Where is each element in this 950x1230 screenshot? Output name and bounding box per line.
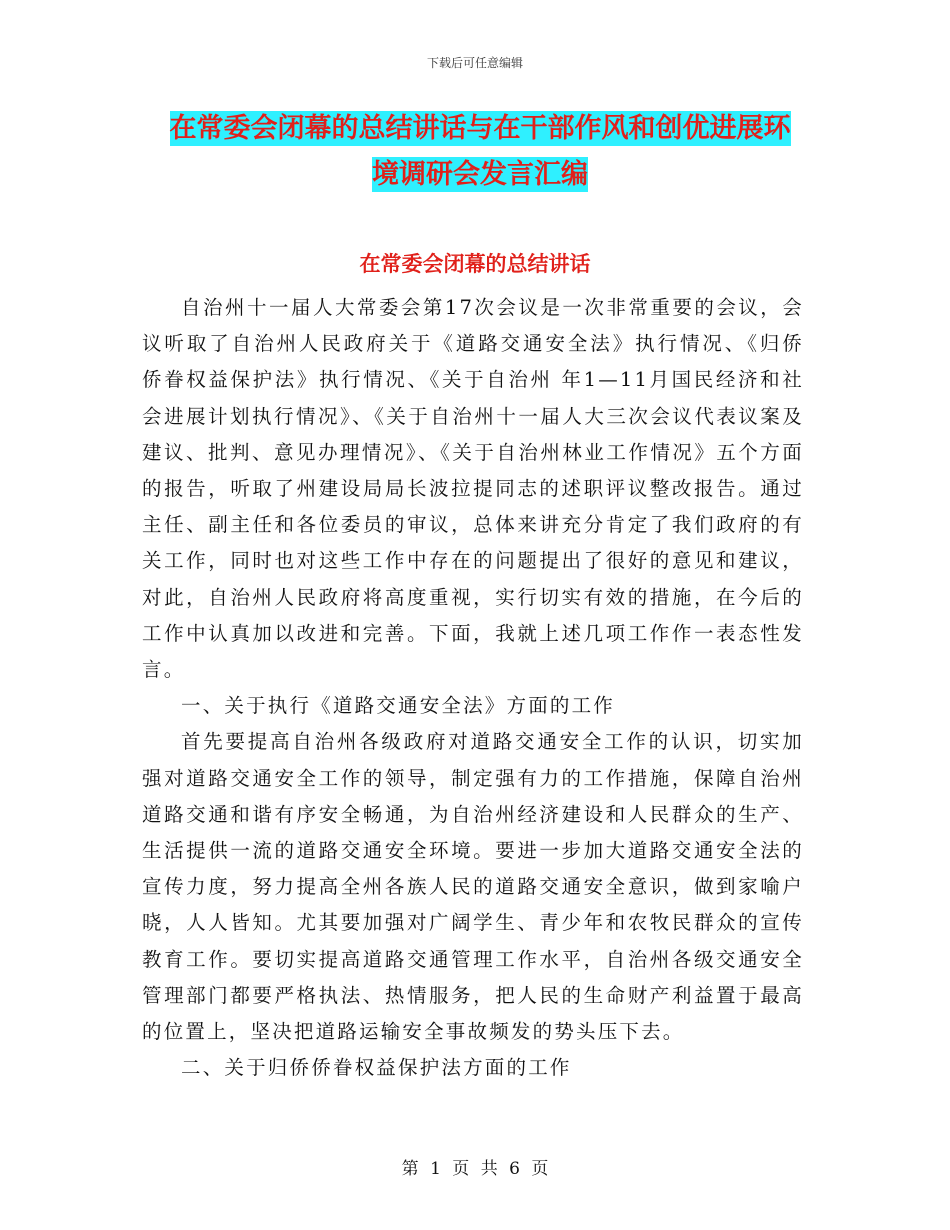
document-title-line-2: 境调研会发言汇编 (372, 159, 588, 190)
document-title-line-1: 在常委会闭幕的总结讲话与在干部作风和创优进展环 (169, 113, 791, 144)
body-paragraph: 首先要提高自治州各级政府对道路交通安全工作的认识，切实加强对道路交通安全工作的领导，制定强有力的工作措施，保障自治州道路交通和谐有序安全畅通，为自治州经济建设和人民群众的生产、生活提供一流的道路交通安全环境。要进一步加大道路交通安全法的宣传力度，努力提高全州各族人民的道路交通安全意识，做到家喻户晓，人人皆知。尤其要加强对广阔学生、青少年和农牧民群众的宣传教育工作。要切实提高道路交通管理工作水平，自治州各级交通安全管理部门都要严格执法、热情服务，把人民的生命财产利益置于最高的位置上，坚决把道路运输安全事故频发的势头压下去。 (142, 730, 804, 1044)
body-paragraph: 一、关于执行《道路交通安全法》方面的工作 (181, 694, 616, 718)
page-header-note: 下载后可任意编辑 (426, 56, 523, 70)
document-title (140, 106, 820, 198)
body-paragraph: 自治州十一届人大常委会第17次会议是一次非常重要的会议，会议听取了自治州人民政府关于《道路交通安全法》执行情况、《归侨侨眷权益保护法》执行情况、《关于自治州 年1—11月国民经济和社会进展计划执行情况》、《关于自治州十一届人大三次会议代表议案及建议、批判、意见办理情况》、《关于自治州林业工作情况》五个方面的报告，听取了州建设局局长波拉提同志的述职评议整改报告。通过主任、副主任和各位委员的审议，总体来讲充分肯定了我们政府的有关工作，同时也对这些工作中存在的问题提出了很好的意见和建议，对此，自治州人民政府将高度重视，实行切实有效的措施，在今后的工作中认真加以改进和完善。下面，我就上述几项工作作一表态性发言。 (142, 296, 804, 682)
page-number-footer: 第 1 页 共 6 页 (401, 1159, 549, 1179)
body-paragraph: 二、关于归侨侨眷权益保护法方面的工作 (181, 1056, 572, 1080)
document-body (142, 290, 804, 1086)
section-heading: 在常委会闭幕的总结讲话 (359, 252, 591, 276)
